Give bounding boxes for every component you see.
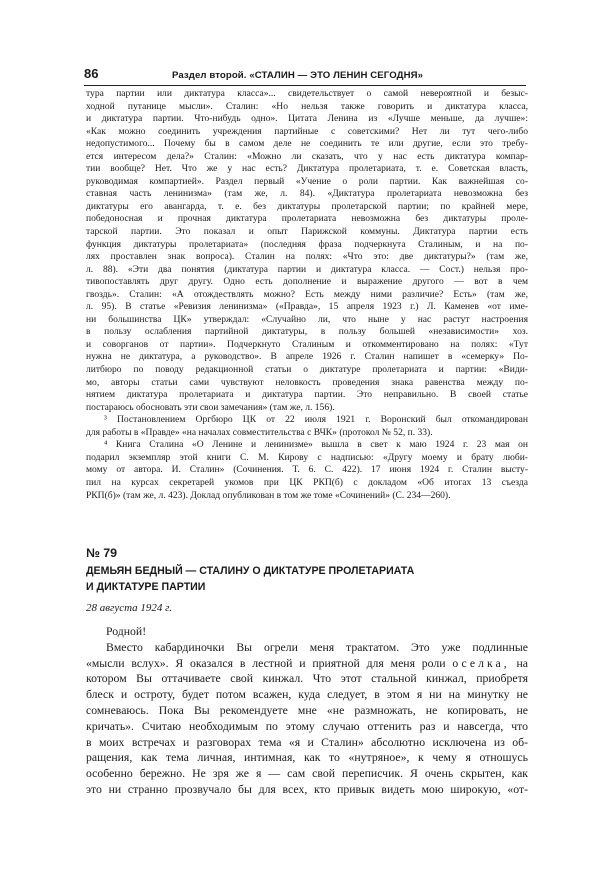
body-line-text: «мысли вслух». Я оказался в лестной и приятной для меня роли <box>86 656 446 670</box>
footnote-line: литбюро по поводу редакционной статьи о диктатуре пролетариата и партии: «Види- <box>86 364 528 376</box>
footnote-line: мо, авторы статьи сами чувствуют неловкость проведения знака равенства между по- <box>86 376 528 388</box>
body-line: это ни странно прозвучало бы для всех, кто привык видеть мою широкую, «от- <box>86 782 528 796</box>
footnote-line: ³ Постановлением Оргбюро ЦК от 22 июля 1921 г. Воронский был откомандирован <box>104 414 528 426</box>
footnote-line: и соворганов от партии». Подчеркнуто Сталиным и откомментировано на полях: «Тут <box>86 338 528 350</box>
body-line: особенно бережно. Не зря же я — сам свой переписчик. Я очень скрытен, как <box>86 767 528 781</box>
footnote-line: недопустимого... Почему бы в самом деле не соединить те или другие, если это требу- <box>86 138 528 150</box>
footnote-line: тура партии или диктатура класса»... свидетельствует о самой невероятной и безыс- <box>86 88 528 99</box>
document-body <box>86 624 528 798</box>
running-head: Раздел второй. «СТАЛИН — ЭТО ЛЕНИН СЕГОДНЯ» <box>172 70 424 81</box>
document-title <box>86 563 528 595</box>
footnote-line: нужна не диктатура, а руководство». В апреле 1926 г. Сталин напишет в «семерку» По- <box>86 351 528 363</box>
footnote-line: гвоздь». Сталин: «А отождествлять можно? Есть между ними различие? Есть» (там же, <box>86 288 528 300</box>
footnote-line: лях проставлен знак вопроса). Сталин на полях: «Что это: две диктатуры?» (там же, <box>86 251 528 263</box>
document-date: 28 августа 1924 г. <box>86 602 173 614</box>
body-line <box>86 656 528 672</box>
footnotes-block <box>86 88 528 502</box>
document-number: № 79 <box>86 546 118 560</box>
footnote-line: для работы в «Правде» «на началах совместительства с ВЧК» (протокол № 52, п. 33). <box>86 426 433 438</box>
footnote-line: тии вообще? Нет. Что же у нас есть? Диктатура пролетариата, т. е. Советская власть, <box>86 163 528 175</box>
greeting: Родной! <box>106 625 147 638</box>
footnote-line: ходной путанице мысли». Сталин: «Но нельзя также говорить и диктатура класса, <box>86 100 528 112</box>
body-line: кричать». Считаю необходимым по этому случаю оттенить раз и навсегда, что <box>86 719 528 733</box>
footnote-line: л. 95). В статье «Ревизия ленинизма» («Правда», 15 апреля 1923 г.) Л. Каменев «от име- <box>86 301 528 313</box>
footnote-line: тарской партии. Это показал и опыт Парижской коммуны. Диктатура партии есть <box>86 226 528 238</box>
page-number: 86 <box>84 66 99 81</box>
document-title-line: ДЕМЬЯН БЕДНЫЙ — СТАЛИНУ О ДИКТАТУРЕ ПРОЛЕТАРИАТА <box>86 565 415 577</box>
body-line-text: на <box>516 656 529 670</box>
footnote-line: ставная часть ленинизма» (там же, л. 84). «Диктатура пролетариата невозможна без <box>86 188 528 200</box>
footnote-line: постараюсь обосновать эти свои замечания» (там же, л. 156). <box>86 401 335 413</box>
body-line: котором Вы оттачиваете свой кинжал. Что этот стальной кинжал, приобретя <box>86 672 528 686</box>
body-line: Вместо кабардиночки Вы огрели меня трактатом. Это уже подлинные <box>106 640 528 654</box>
footnote-line: и диктатура партии. Что-нибудь одно». Цитата Ленина из «Лучше меньше, да лучше»: <box>86 113 528 125</box>
emphasis-spaced: оселка, <box>452 656 510 670</box>
footnote-line: функция диктатуры пролетариата» (последняя фраза подчеркнута Сталиным, и на по- <box>86 238 528 250</box>
footnote-line: подарил экземпляр этой книги С. М. Кирову с надписью: «Другу моему и брату люби- <box>86 451 528 463</box>
footnote-line: нятием диктатура пролетариата и диктатура партии. Это неправильно. В своей статье <box>86 389 528 401</box>
footnote-line: победоносная и прочная диктатура пролетариата невозможна без диктатуры проле- <box>86 213 528 225</box>
header-rule <box>84 85 526 86</box>
footnote-line: «Как можно соединить учреждения партийные с советскими? Нет ли тут чего-либо <box>86 125 528 137</box>
footnote-line: руководимая компартией». Раздел первый «Учение о роли партии. Как важнейшая со- <box>86 175 528 187</box>
footnote-line: диктатуры его авангарда, т. е. без диктатуры пролетарской партии; по крайней мере, <box>86 200 528 212</box>
footnote-line: РКП(б)» (там же, л. 423). Доклад опубликован в том же томе «Сочинений» (С. 234—260). <box>86 489 451 501</box>
body-line: блеск и остроту, будет потом всажен, куда следует, в этом я ни на минутку не <box>86 688 528 702</box>
footnote-line: мому от автора. И. Сталин» (Сочинения. Т. 6. С. 422). 17 июня 1924 г. Сталин высту- <box>86 464 528 476</box>
footnote-line: пил на курсах секретарей укомов при ЦК РКП(б) с докладом «Об итогах 13 съезда <box>86 476 528 488</box>
body-line: ращения, как тема личная, интимная, как то «нутряное», к чему я отношусь <box>86 751 528 765</box>
footnote-line: ется интересом дела?» Сталин: «Можно ли сказать, что у нас есть диктатура компар- <box>86 150 528 162</box>
footnote-line: л. 88). «Эти два понятия (диктатура партии и диктатура класса. — Сост.) нельзя про- <box>86 263 528 275</box>
body-line: сомневаюсь. Пока Вы рекомендуете мне «не размножать, не копировать, не <box>86 703 528 717</box>
footnote-line: в пользу ослабления партийной диктатуры, в пользу большей «независимости» хоз. <box>86 326 528 338</box>
body-line: в моих встречах и разговорах тема «я и Сталин» абсолютно исключена из об- <box>86 735 528 749</box>
page-header <box>84 66 524 84</box>
footnote-line: ни большинства ЦК» утверждал: «Случайно ли, что ныне у нас растут настроения <box>86 313 528 325</box>
footnote-line: тивопоставлять друг другу. Одно есть дополнение и выражение другого — вот в чем <box>86 276 528 288</box>
document-title-line: И ДИКТАТУРЕ ПАРТИИ <box>86 581 206 593</box>
footnote-line: ⁴ Книга Сталина «О Ленине и ленинизме» вышла в свет к маю 1924 г. 23 мая он <box>104 439 528 451</box>
